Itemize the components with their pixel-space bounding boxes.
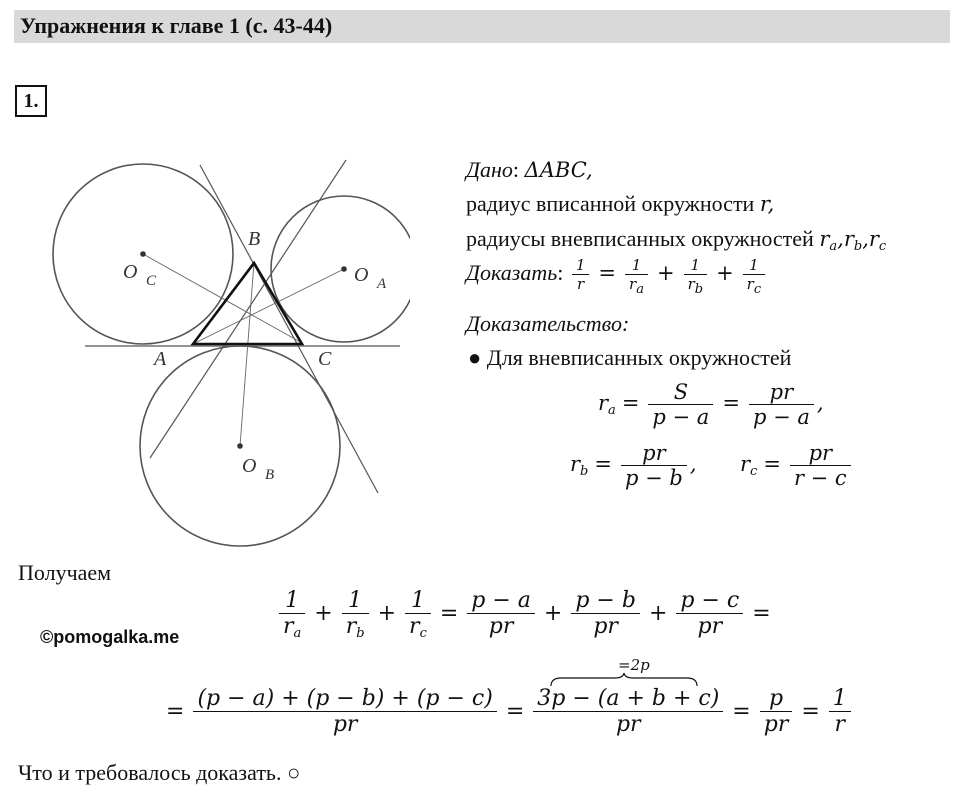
center-oc-dot <box>140 251 146 257</box>
tangent-line-ab <box>150 160 346 458</box>
center-ob-sub: B <box>265 467 275 483</box>
triangle-abc <box>193 263 302 344</box>
conclusion-text: Что и требовалось доказать. ○ <box>18 760 301 785</box>
center-ob-label: O <box>242 455 257 477</box>
excircle-a <box>271 196 410 342</box>
formula-rb: rb = $\frac{pr}{p - b}$ , <box>570 441 697 490</box>
final-formula: = $\frac{(p - a) + (p - b) + (p - c)}{pr}$ = $\frac{3p - (a + b + c)}{pr}$ = $\frac{p}{pr}$ = $\frac{1}{r}$ <box>160 686 854 737</box>
given-triangle: ΔABC, <box>524 158 593 182</box>
proof-heading: Доказательство: <box>466 311 630 336</box>
given-label: Дано <box>466 157 513 182</box>
exradii-line <box>466 226 886 252</box>
vertex-a-label: A <box>154 348 167 370</box>
exradii-text: радиусы вневписанных окружностей <box>466 226 814 251</box>
bisector-ob <box>240 263 254 446</box>
center-oa-sub: A <box>377 276 387 292</box>
chapter-header <box>14 10 950 43</box>
watermark: ©pomogalka.me <box>40 627 180 647</box>
chapter-title: Упражнения к главе 1 (с. 43-44) <box>20 13 333 38</box>
tangent-line-bc <box>200 165 378 493</box>
prove-line: Доказать: $\frac{1}{r}$ = $\frac{1}{ra}$ + $\frac{1}{rb}$ + $\frac{1}{rc}$ <box>466 256 768 293</box>
formula-rc: rc = $\frac{pr}{r - c}$ <box>740 441 854 490</box>
prove-formula: $\frac{1}{r}$ = $\frac{1}{ra}$ + $\frac{1}{rb}$ + $\frac{1}{rc}$ <box>569 261 768 285</box>
inradius-symbol: r, <box>759 192 775 216</box>
center-oc-label: O <box>123 261 138 283</box>
given-line: Дано: ΔABC, <box>466 157 593 182</box>
vertex-b-label: B <box>248 228 261 250</box>
get-label: Получаем <box>18 560 112 585</box>
vertex-c-label: C <box>318 348 332 370</box>
exradii-symbols: ra,rb,rc <box>819 227 887 254</box>
prove-label: Доказать <box>466 260 558 285</box>
proof-bullet: ● Для вневписанных окружностей <box>468 345 792 370</box>
formula-ra: ra = $\frac{S}{p - a}$ = $\frac{pr}{p - a}$ , <box>598 380 824 429</box>
center-oc-sub: C <box>146 273 157 289</box>
center-oa-dot <box>341 266 347 272</box>
inradius-line <box>466 191 774 217</box>
center-ob-dot <box>237 443 243 449</box>
exercise-number: 1. <box>15 85 47 117</box>
brace-label: =2p <box>618 656 650 674</box>
geometry-figure <box>50 150 410 550</box>
inradius-text: радиус вписанной окружности <box>466 191 755 216</box>
center-oa-label: O <box>354 264 369 286</box>
sum-formula: $\frac{1}{ra}$ + $\frac{1}{rb}$ + $\frac{1}{rc}$ = $\frac{p - a}{pr}$ + $\frac{p - b}{pr}$ + $\frac{p - c}{pr}$ = <box>276 588 777 639</box>
